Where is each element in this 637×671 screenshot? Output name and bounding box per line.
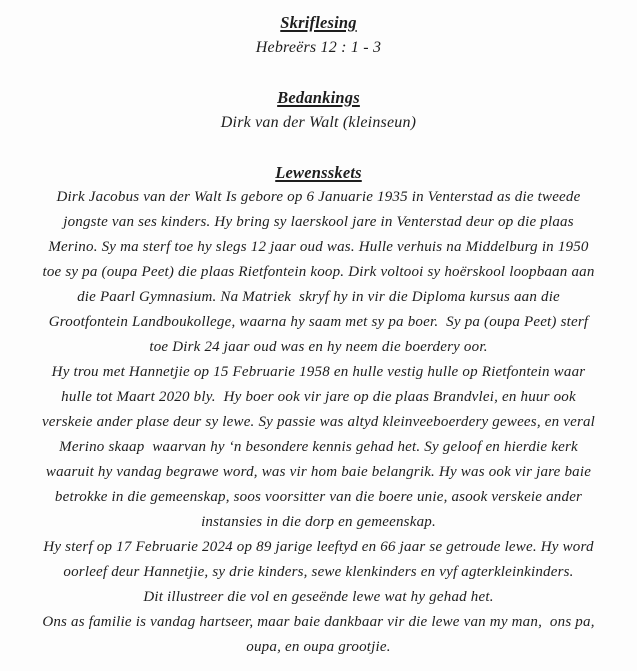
biography-line: Hy sterf op 17 Februarie 2024 op 89 jarige leeftyd en 66 jaar se getroude lewe. Hy word: [43, 539, 594, 555]
page-content: [19, 0, 619, 660]
biography-line: oorleef deur Hannetjie, sy drie kinders, sewe klenkinders en vyf agterkleinkinders.: [63, 564, 574, 580]
biography-line: Merino skaap waarvan hy ‘n besondere kennis gehad het. Sy geloof en hierdie kerk: [59, 439, 578, 455]
biography-line: Dit illustreer die vol en geseënde lewe wat hy gehad het.: [143, 589, 494, 605]
biography-line: hulle tot Maart 2020 bly. Hy boer ook vir jare op die plaas Brandvlei, en huur ook: [61, 389, 576, 405]
life-sketch-body: [19, 185, 619, 660]
biography-line: toe Dirk 24 jaar oud was en hy neem die boerdery oor.: [149, 339, 488, 355]
biography-line: oupa, en oupa grootjie.: [246, 639, 391, 655]
section-spacer: [19, 60, 619, 85]
biography-line: Dirk Jacobus van der Walt Is gebore op 6 Januarie 1935 in Venterstad as die tweede: [56, 189, 581, 205]
biography-line: jongste van ses kinders. Hy bring sy laerskool jare in Venterstad deur op die plaas: [63, 214, 574, 230]
biography-line: waaruit hy vandag begrawe word, was vir hom baie belangrik. Hy was ook vir jare baie: [45, 464, 592, 480]
biography-line: betrokke in die gemeenskap, soos voorsitter van die boere unie, asook verskeie ander: [54, 489, 583, 505]
biography-line: Merino. Sy ma sterf toe hy slegs 12 jaar oud was. Hulle verhuis na Middelburg in 1950: [48, 239, 589, 255]
thanks-presenter: Dirk van der Walt (kleinseun): [220, 114, 417, 131]
biography-line: Hy trou met Hannetjie op 15 Februarie 1958 en hulle vestig hulle op Rietfontein waar: [51, 364, 586, 380]
biography-line: verskeie ander plase deur sy lewe. Sy passie was altyd kleinveeboerdery gewees, en veral: [41, 414, 596, 430]
section-spacer: [19, 135, 619, 160]
scripture-reading-heading: Skriflesing: [280, 13, 357, 32]
biography-line: Ons as familie is vandag hartseer, maar baie dankbaar vir die lewe van my man, ons pa,: [42, 614, 595, 630]
thanks-heading: Bedankings: [277, 88, 360, 107]
scripture-reference: Hebreërs 12 : 1 - 3: [255, 39, 382, 56]
biography-line: toe sy pa (oupa Peet) die plaas Rietfontein koop. Dirk voltooi sy hoërskool loopbaan aan: [42, 264, 595, 280]
biography-line: die Paarl Gymnasium. Na Matriek skryf hy in vir die Diploma kursus aan die: [77, 289, 560, 305]
life-sketch-heading: Lewensskets: [275, 163, 362, 182]
biography-line: Grootfontein Landboukollege, waarna hy saam met sy pa boer. Sy pa (oupa Peet) sterf: [48, 314, 589, 330]
biography-line: instansies in die dorp en gemeenskap.: [201, 514, 436, 530]
